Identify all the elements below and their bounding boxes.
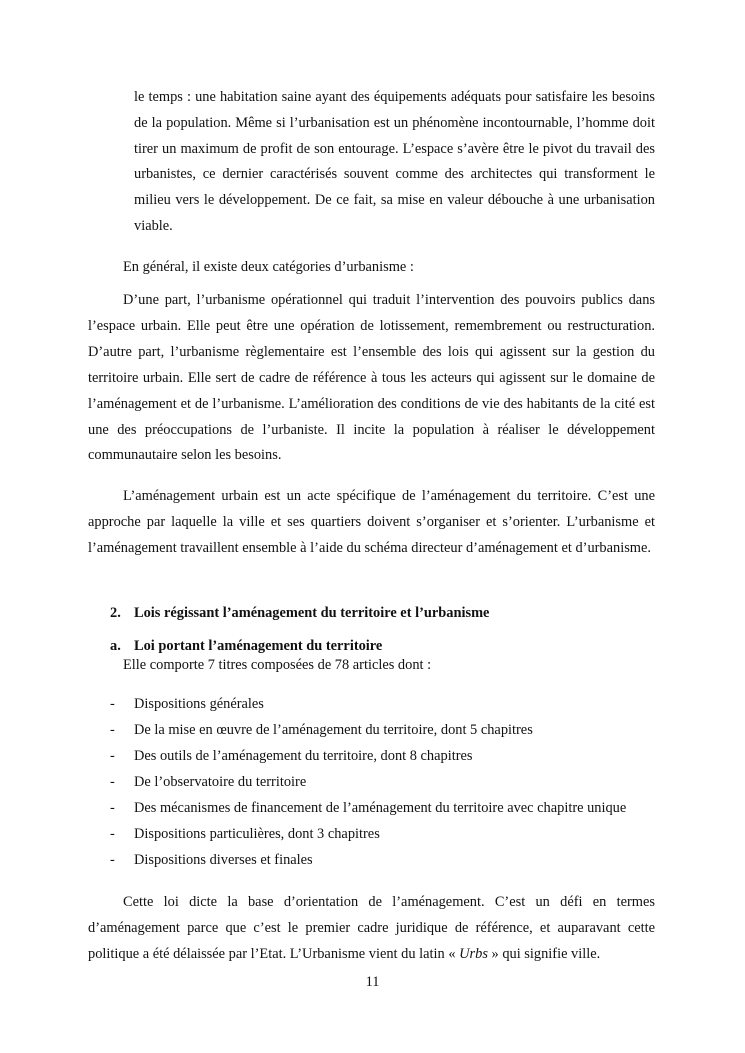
section-a-number: a. [110,638,121,654]
section-2-title: Lois régissant l’aménagement du territoire et l’urbanisme [134,605,490,621]
list-item: - Des outils de l’aménagement du territoire, dont 8 chapitres [110,748,473,764]
closing-paragraph: Cette loi dicte la base d’orientation de l’aménagement. C’est un défi en termes d’aménagement parce que c’est le premier cadre juridique de référence, et auparavant cette politique a été délaissée par l’Etat. L’Urbanisme vient du latin « Urbs » qui signifie ville. [88,894,655,962]
list-item: - Des mécanismes de financement de l’aménagement du territoire avec chapitre unique [110,800,627,816]
continued-indented-paragraph: le temps : une habitation saine ayant des équipements adéquats pour satisfaire les besoins de la population. Même si l’urbanisation est un phénomène incontournable, l’homme doit tirer un maximum de profit de son entourage. L’espace s’avère être le pivot du travail des urbanistes, ce dernier caractérisés souvent comme des architectes qui transforment le milieu vers le développement. De ce fait, sa mise en valeur débouche à une urbanisation viable. [134,89,655,234]
section-2-heading [110,603,670,623]
list-item: - Dispositions générales [110,696,264,712]
list-item: - Dispositions particulières, dont 3 chapitres [110,826,380,842]
section-a-intro: Elle comporte 7 titres composées de 78 articles dont : [123,657,432,673]
list-item: - De la mise en œuvre de l’aménagement du territoire, dont 5 chapitres [110,722,533,738]
list-item: - Dispositions diverses et finales [110,852,313,868]
titles-list [110,694,670,876]
page-number: 11 [365,974,380,990]
urbanism-categories-intro: En général, il existe deux catégories d’urbanisme : [123,259,414,275]
operational-urbanism-paragraph: D’une part, l’urbanisme opérationnel qui traduit l’intervention des pouvoirs publics dans l’espace urbain. Elle peut être une opération de lotissement, remembrement ou restructuration. D’autre part, l’urbanisme règlementaire est l’ensemble des lois qui agissent sur la gestion du territoire urbain. Elle sert de cadre de référence à tous les acteurs qui agissent sur le domaine de l’aménagement et de l’urbanisme. L’amélioration des conditions de vie des habitants de la cité est une des préoccupations de l’urbaniste. Il incite la population à réaliser le développement communautaire selon les besoins. [88,292,655,464]
section-a-heading [110,636,670,656]
list-item: - De l’observatoire du territoire [110,774,307,790]
latin-term: Urbs [459,946,488,962]
section-2-number: 2. [110,605,121,621]
section-a-title: Loi portant l’aménagement du territoire [134,638,383,654]
urban-planning-paragraph: L’aménagement urbain est un acte spécifique de l’aménagement du territoire. C’est une approche par laquelle la ville et ses quartiers doivent s’organiser et s’orienter. L’urbanisme et l’aménagement travaillent ensemble à l’aide du schéma directeur d’aménagement et d’urbanisme. [88,488,655,556]
